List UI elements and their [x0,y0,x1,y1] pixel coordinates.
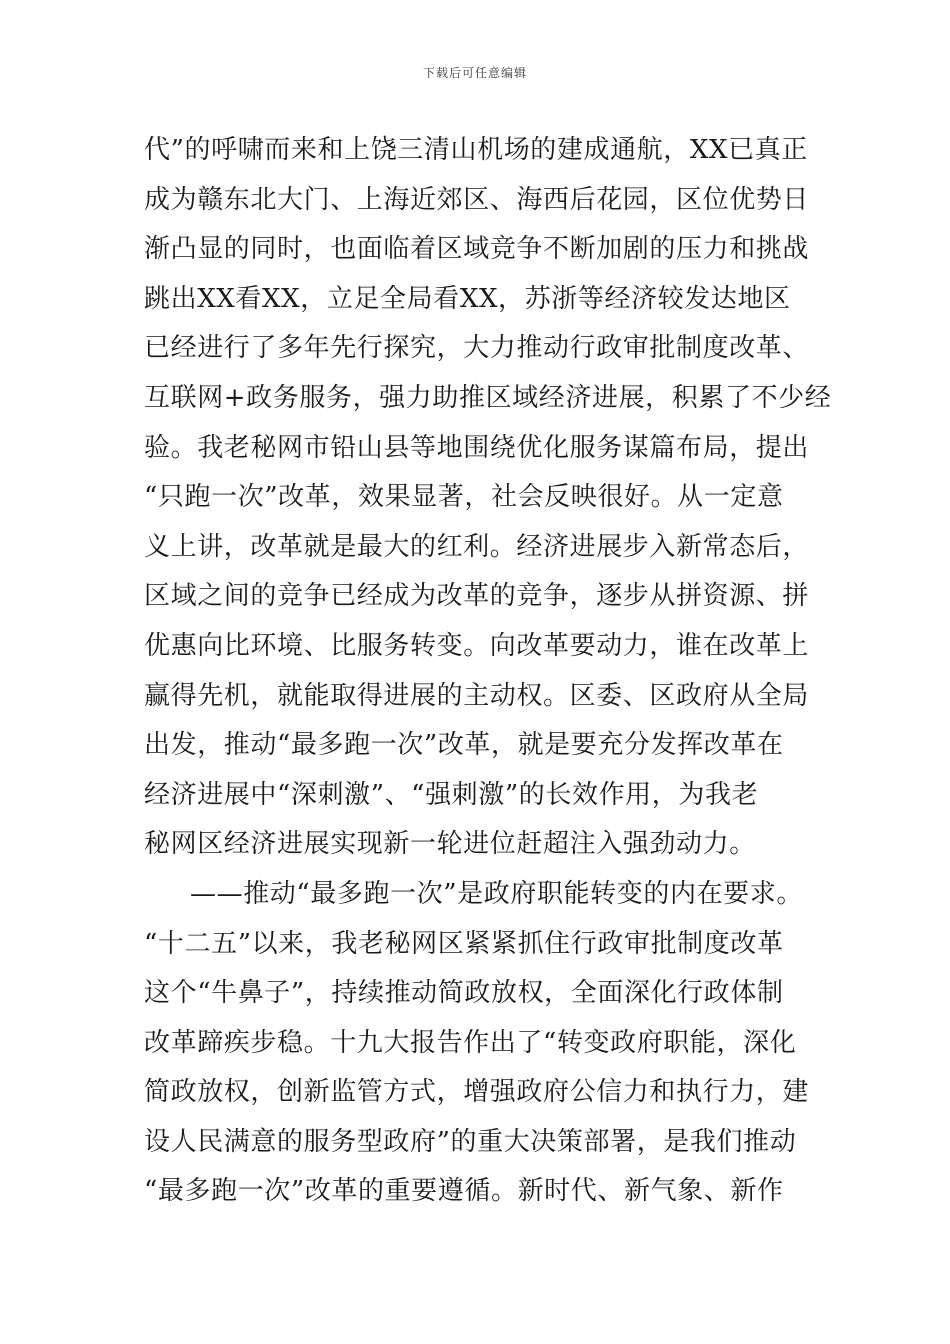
text-line: 义上讲，改革就是最大的红利。经济进展步入新常态后， [144,531,810,562]
text-line: 经济进展中“深刺激”、“强刺激”的长效作用，为我老 [144,779,759,810]
text-line: 验。我老秘网市铅山县等地围绕优化服务谋篇布局，提出 [144,432,810,463]
page-header-note: 下载后可任意编辑 [422,66,527,80]
text-line: “十二五”以来，我老秘网区紧紧抓住行政审批制度改革 [144,928,784,959]
body-text [144,126,844,1217]
text-line: 区域之间的竞争已经成为改革的竞争，逐步从拼资源、拼 [144,581,810,612]
text-line: 设人民满意的服务型政府”的重大决策部署，是我们推动 [144,1126,797,1157]
text-line: 出发，推动“最多跑一次”改革，就是要充分发挥改革在 [144,730,784,761]
text-line: 这个“牛鼻子”，持续推动简政放权，全面深化行政体制 [144,978,784,1009]
text-line: “最多跑一次”改革的重要遵循。新时代、新气象、新作 [144,1176,784,1207]
text-line: 渐凸显的同时，也面临着区域竞争不断加剧的压力和挑战 [144,234,810,265]
paragraph-heading-line: ——推动“最多跑一次”是政府职能转变的内在要求。 [190,878,803,909]
text-line: 赢得先机，就能取得进展的主动权。区委、区政府从全局 [144,680,810,711]
text-line: 跳出XX看XX，立足全局看XX，苏浙等经济较发达地区 [144,283,791,314]
text-line: 优惠向比环境、比服务转变。向改革要动力，谁在改革上 [144,630,810,661]
text-line: 简政放权，创新监管方式，增强政府公信力和执行力，建 [144,1077,810,1108]
text-line: “只跑一次”改革，效果显著，社会反映很好。从一定意 [144,482,784,513]
text-line: 已经进行了多年先行探究，大力推动行政审批制度改革、 [144,333,810,364]
text-line: 代”的呼啸而来和上饶三清山机场的建成通航，XX已真正 [144,135,808,165]
text-line: 秘网区经济进展实现新一轮进位赶超注入强劲动力。 [144,829,756,860]
text-line: 改革蹄疾步稳。十九大报告作出了“转变政府职能，深化 [144,1027,797,1058]
text-line: 互联网+政务服务，强力助推区域经济进展，积累了不少经 [144,382,832,413]
text-line: 成为赣东北大门、上海近郊区、海西后花园，区位优势日 [144,184,810,215]
